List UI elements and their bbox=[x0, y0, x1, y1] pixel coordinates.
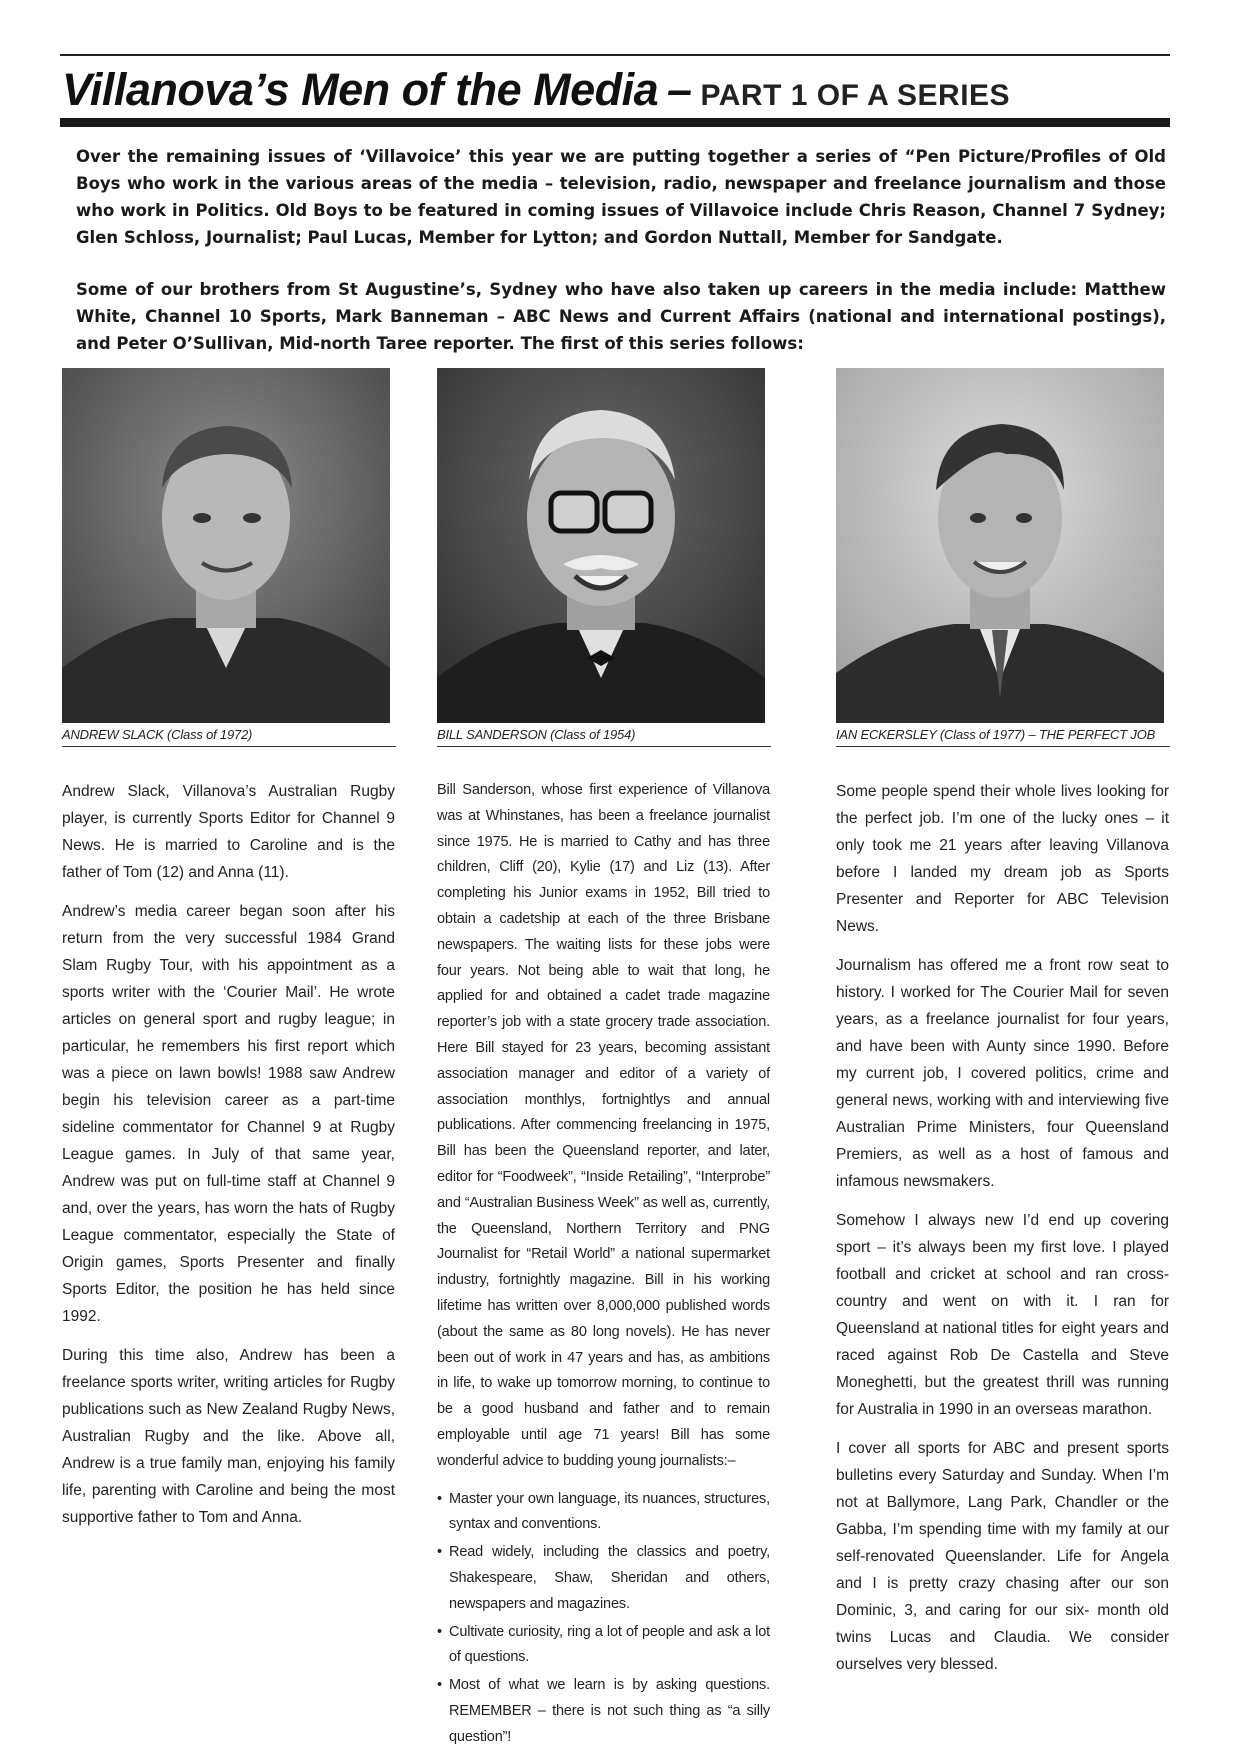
headline-rule bbox=[60, 118, 1170, 127]
list-item bbox=[437, 1540, 770, 1617]
body-paragraph: Bill Sanderson, whose first experience of Villanova was at Whinstanes, has been a freelance journalist since 1975. He is married to Cathy and has three children, Cliff (20), Kylie (17) and Liz (13). After completing his Junior exams in 1952, Bill tried to obtain a cadetship at each of the three Brisbane newspapers. The waiting lists for these jobs were four years. Not being able to wait that long, he applied for and obtained a cadet trade magazine reporter’s job with a state grocery trade association. Here Bill stayed for 23 years, becoming assistant association manager and editor of a variety of association monthlys, fortnightlys and annual publications. After commencing freelancing in 1975, Bill has been the Queensland reporter, and later, editor for “Foodweek”, “Inside Retailing”, “Interprobe” and “Australian Business Week” as well as, currently, the Queensland, Northern Territory and PNG Journalist for “Retail World” a national supermarket industry, fortnightly magazine. Bill in his working lifetime has written over 8,000,000 published words (about the same as 80 long novels). He has never been out of work in 47 years and has, as ambitions in life, to wake up tomorrow morning, to continue to be a good husband and father and to remain employable until age 71 years! Bill has some wonderful advice to budding young journalists:– bbox=[437, 782, 770, 1469]
bullet-icon: • bbox=[437, 1623, 442, 1640]
intro-paragraph: Some of our brothers from St Augustine’s, Sydney who have also taken up careers in the media include: Matthew White, Channel 10 Sports, Mark Banneman – ABC News and Current Affairs (national and international postings), and Peter O’Sullivan, Mid-north Taree reporter. The first of this series follows: bbox=[76, 280, 1166, 353]
headline-title: Villanova’s Men of the Media bbox=[62, 64, 659, 115]
list-item-text: Cultivate curiosity, ring a lot of people and ask a lot of questions. bbox=[449, 1623, 770, 1666]
portrait-bill-sanderson-image bbox=[437, 368, 765, 723]
intro-paragraph: Over the remaining issues of ‘Villavoice’ this year we are putting together a series of “Pen Picture/Profiles of Old Boys who work in the various areas of the media – television, radio, newspaper and freelance journalism and those who work in Politics. Old Boys to be featured in coming issues of Villavoice include Chris Reason, Channel 7 Sydney; Glen Schloss, Journalist; Paul Lucas, Member for Lytton; and Gordon Nuttall, Member for Sandgate. bbox=[76, 147, 1166, 247]
portrait-photo-ian-eckersley bbox=[836, 368, 1164, 723]
body-paragraph: I cover all sports for ABC and present sports bulletins every Saturday and Sunday. When I’m not at Ballymore, Lang Park, Chandler or the Gabba, I’m spending time with my family at our self-renovated Queenslander. Life for Angela and I is pretty crazy chasing after our son Dominic, 3, and caring for our six- month old twins Lucas and Claudia. We consider ourselves very blessed. bbox=[836, 1440, 1169, 1673]
article-headline bbox=[62, 60, 1172, 126]
portrait-photo-andrew-slack bbox=[62, 368, 390, 723]
photo-caption: IAN ECKERSLEY (Class of 1977) – THE PERFECT JOB bbox=[836, 727, 1170, 747]
bullet-icon: • bbox=[437, 1544, 442, 1561]
headline-series-label: PART 1 OF A SERIES bbox=[700, 79, 1011, 112]
list-item bbox=[437, 1487, 770, 1539]
bullet-icon: • bbox=[437, 1677, 442, 1694]
photo-caption: BILL SANDERSON (Class of 1954) bbox=[437, 727, 771, 747]
list-item-text: Master your own language, its nuances, structures, syntax and conventions. bbox=[449, 1490, 770, 1533]
list-item bbox=[437, 1620, 770, 1672]
body-paragraph: Andrew Slack, Villanova’s Australian Rugby player, is currently Sports Editor for Channel 9 News. He is married to Caroline and is the father of Tom (12) and Anna (11). bbox=[62, 783, 395, 881]
portrait-photo-bill-sanderson bbox=[437, 368, 765, 723]
body-paragraph: Somehow I always new I’d end up covering sport – it’s always been my first love. I played football and cricket at school and ran cross-country and went on with it. I ran for Queensland at national titles for eight years and raced against Rob De Castella and Steve Moneghetti, but the greatest thrill was running for Australia in 1990 in an overseas marathon. bbox=[836, 1212, 1169, 1418]
body-paragraph: Journalism has offered me a front row seat to history. I worked for The Courier Mail for seven years, as a freelance journalist for four years, and have been with Aunty since 1990. Before my current job, I covered politics, crime and general news, working with and interviewing five Australian Prime Ministers, four Queensland Premiers, as well as a host of famous and infamous newsmakers. bbox=[836, 957, 1169, 1190]
top-rule bbox=[60, 54, 1170, 56]
bullet-icon: • bbox=[437, 1490, 442, 1507]
portrait-ian-eckersley-image bbox=[836, 368, 1164, 723]
list-item bbox=[437, 1673, 770, 1750]
article-column-ian-eckersley bbox=[836, 778, 1169, 1690]
headline-dash: – bbox=[667, 64, 692, 115]
article-column-bill-sanderson bbox=[437, 778, 770, 1752]
advice-list bbox=[437, 1487, 770, 1751]
photo-caption: ANDREW SLACK (Class of 1972) bbox=[62, 727, 396, 747]
article-column-andrew-slack bbox=[62, 778, 395, 1543]
list-item-text: Read widely, including the classics and poetry, Shakespeare, Shaw, Sheridan and others, newspapers and magazines. bbox=[449, 1544, 770, 1612]
body-paragraph: Andrew’s media career began soon after his return from the very successful 1984 Grand Slam Rugby Tour, with his appointment as a sports writer with the ‘Courier Mail’. He wrote articles on general sport and rugby league; in particular, he remembers his first report which was a piece on lawn bowls! 1988 saw Andrew begin his television career as a part-time sideline commentator for Channel 9 at Rugby League games. In July of that same year, Andrew was put on full-time staff at Channel 9 and, over the years, has worn the hats of Rugby League commentator, especially the State of Origin games, Sports Presenter and finally Sports Editor, the position he has held since 1992. bbox=[62, 903, 395, 1325]
portrait-andrew-slack-image bbox=[62, 368, 390, 723]
list-item-text: Most of what we learn is by asking questions. REMEMBER – there is not such thing as “a silly question”! bbox=[449, 1677, 770, 1745]
body-paragraph: Some people spend their whole lives looking for the perfect job. I’m one of the lucky ones – it only took me 21 years after leaving Villanova before I landed my dream job as Sports Presenter and Reporter for ABC Television News. bbox=[836, 783, 1169, 935]
body-paragraph: During this time also, Andrew has been a freelance sports writer, writing articles for Rugby publications such as New Zealand Rugby News, Australian Rugby and the like. Above all, Andrew is a true family man, enjoying his family life, parenting with Caroline and being the most supportive father to Tom and Anna. bbox=[62, 1347, 395, 1526]
